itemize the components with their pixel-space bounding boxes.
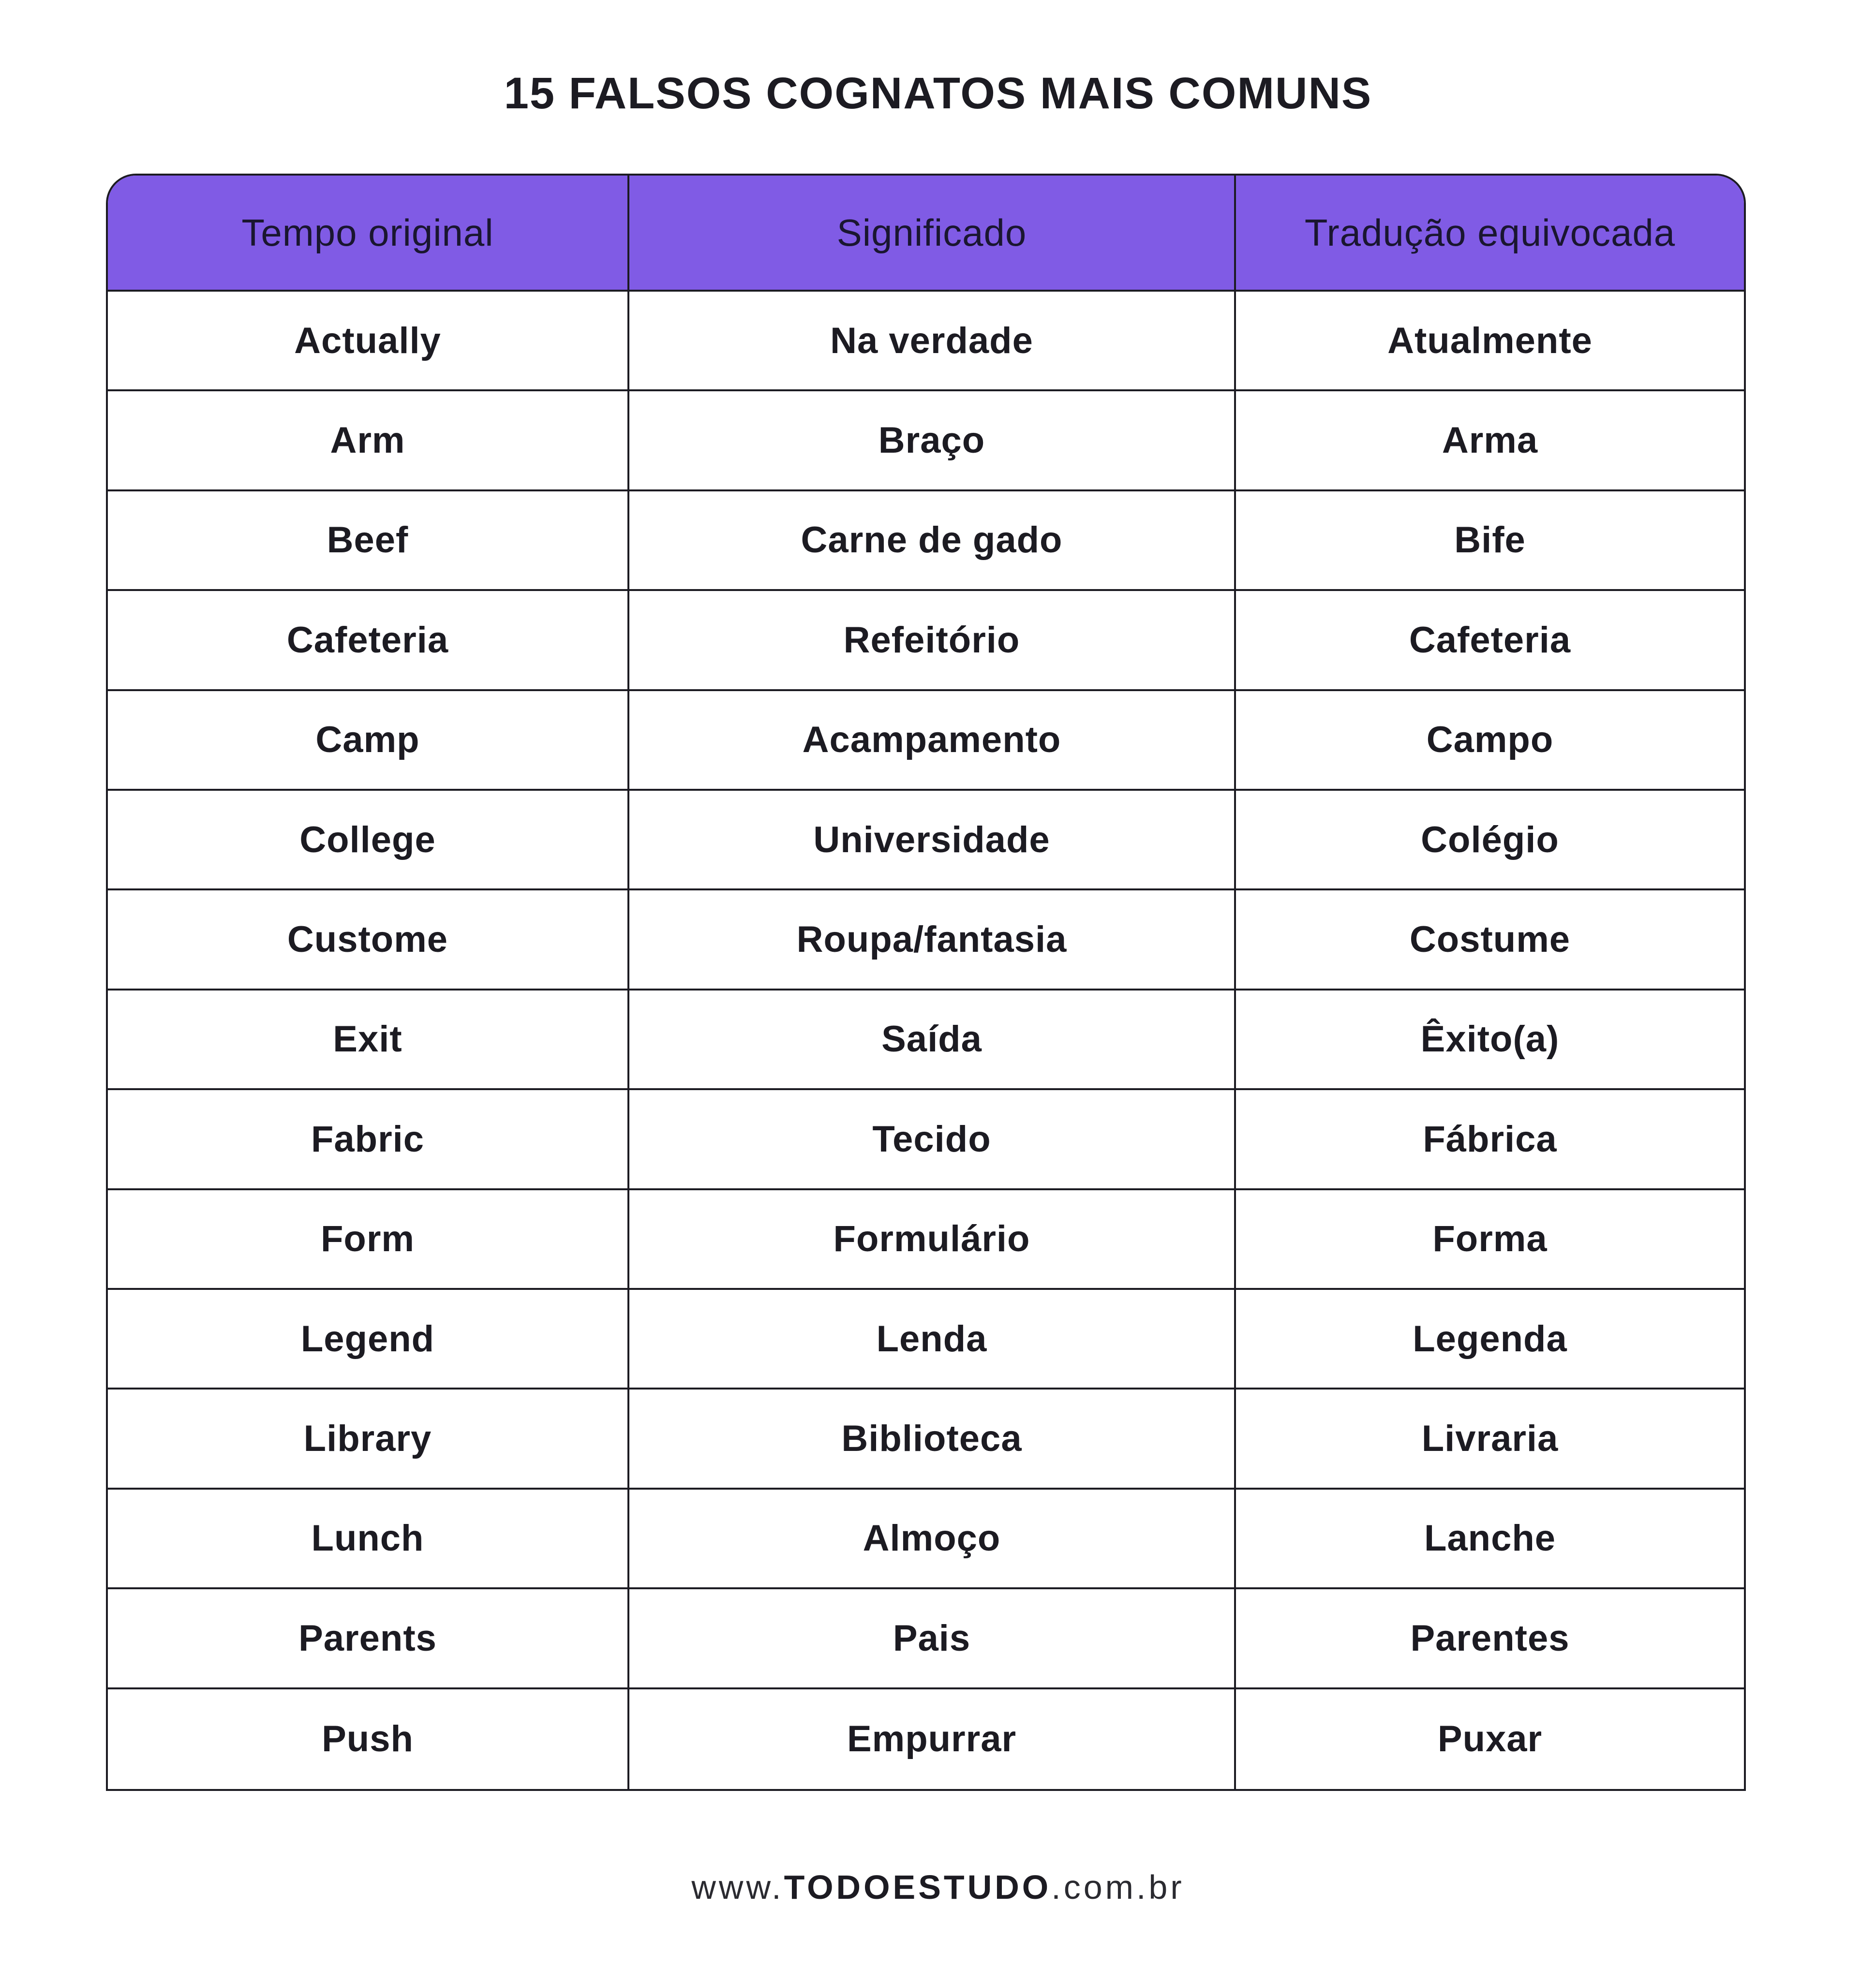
page-title: 15 FALSOS COGNATOS MAIS COMUNS xyxy=(504,69,1372,118)
meaning-cell: Pais xyxy=(629,1589,1236,1689)
wrong-translation-cell: Forma xyxy=(1236,1190,1744,1290)
footer-prefix: www. xyxy=(691,1868,784,1906)
table-grid xyxy=(108,176,1744,1789)
meaning-cell: Roupa/fantasia xyxy=(629,890,1236,990)
cognates-table xyxy=(106,174,1746,1791)
meaning-cell: Carne de gado xyxy=(629,491,1236,591)
original-term-cell: Beef xyxy=(108,491,629,591)
original-term-cell: Arm xyxy=(108,391,629,491)
meaning-cell: Saída xyxy=(629,990,1236,1090)
original-term-cell: College xyxy=(108,791,629,890)
original-term-cell: Form xyxy=(108,1190,629,1290)
original-term-cell: Actually xyxy=(108,292,629,391)
meaning-cell: Na verdade xyxy=(629,292,1236,391)
meaning-cell: Tecido xyxy=(629,1090,1236,1190)
meaning-cell: Biblioteca xyxy=(629,1390,1236,1489)
footer-brand: TODOESTUDO xyxy=(784,1868,1052,1906)
original-term-cell: Cafeteria xyxy=(108,591,629,691)
original-term-cell: Library xyxy=(108,1390,629,1489)
meaning-cell: Formulário xyxy=(629,1190,1236,1290)
original-term-cell: Exit xyxy=(108,990,629,1090)
footer-website xyxy=(0,1868,1876,1907)
meaning-cell: Universidade xyxy=(629,791,1236,890)
original-term-cell: Custome xyxy=(108,890,629,990)
header-tempo-original: Tempo original xyxy=(108,176,629,292)
original-term-cell: Camp xyxy=(108,691,629,791)
meaning-cell: Almoço xyxy=(629,1490,1236,1589)
wrong-translation-cell: Cafeteria xyxy=(1236,591,1744,691)
wrong-translation-cell: Arma xyxy=(1236,391,1744,491)
meaning-cell: Acampamento xyxy=(629,691,1236,791)
original-term-cell: Fabric xyxy=(108,1090,629,1190)
wrong-translation-cell: Lanche xyxy=(1236,1490,1744,1589)
original-term-cell: Parents xyxy=(108,1589,629,1689)
wrong-translation-cell: Bife xyxy=(1236,491,1744,591)
wrong-translation-cell: Legenda xyxy=(1236,1290,1744,1390)
wrong-translation-cell: Puxar xyxy=(1437,1718,1543,1760)
meaning-cell: Lenda xyxy=(629,1290,1236,1390)
wrong-translation-cell: Campo xyxy=(1236,691,1744,791)
meaning-cell: Braço xyxy=(629,391,1236,491)
header-traducao-equivocada: Tradução equivocada xyxy=(1236,176,1744,292)
original-term-cell: Legend xyxy=(108,1290,629,1390)
wrong-translation-cell: Colégio xyxy=(1236,791,1744,890)
original-term-cell: Push xyxy=(108,1689,629,1789)
meaning-cell: Empurrar xyxy=(629,1689,1236,1789)
wrong-translation-cell: Costume xyxy=(1236,890,1744,990)
meaning-cell: Refeitório xyxy=(629,591,1236,691)
footer-suffix: .com.br xyxy=(1051,1868,1185,1906)
wrong-translation-cell: Atualmente xyxy=(1236,292,1744,391)
wrong-translation-cell: Fábrica xyxy=(1236,1090,1744,1190)
wrong-translation-cell: Livraria xyxy=(1236,1390,1744,1489)
wrong-translation-cell: Parentes xyxy=(1236,1589,1744,1689)
original-term-cell: Lunch xyxy=(108,1490,629,1589)
header-significado: Significado xyxy=(629,176,1236,292)
wrong-translation-cell: Êxito(a) xyxy=(1236,990,1744,1090)
